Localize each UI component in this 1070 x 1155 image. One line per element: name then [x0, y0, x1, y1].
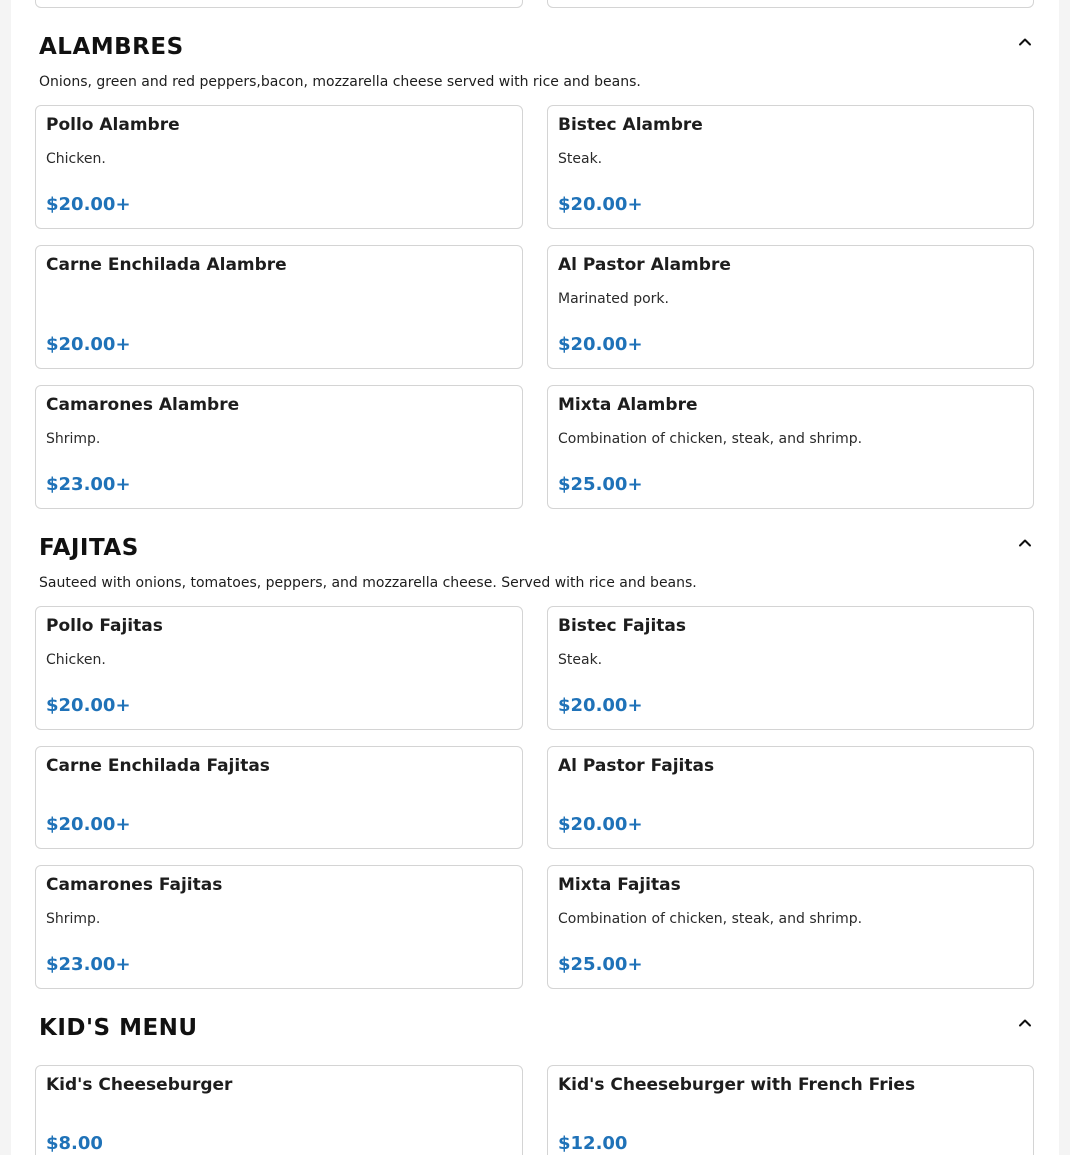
item-name: Bistec Alambre	[558, 115, 703, 135]
menu-item-card[interactable]	[35, 245, 523, 369]
menu-item-card[interactable]	[547, 385, 1034, 509]
item-description: Marinated pork.	[558, 291, 669, 307]
menu-item-card[interactable]	[35, 105, 523, 229]
menu-item-card[interactable]	[35, 606, 523, 730]
item-description: Combination of chicken, steak, and shrimp.	[558, 431, 863, 447]
item-price: $23.00+	[46, 954, 131, 975]
item-description: Chicken.	[46, 151, 106, 167]
item-name: Al Pastor Alambre	[558, 255, 731, 275]
item-name: Pollo Alambre	[46, 115, 180, 135]
menu-page	[11, 0, 1059, 1155]
item-name: Pollo Fajitas	[46, 616, 163, 636]
item-price: $20.00+	[558, 695, 643, 716]
menu-item-card[interactable]	[35, 746, 523, 849]
menu-item-card-partial[interactable]	[547, 0, 1034, 8]
menu-item-card[interactable]	[35, 865, 523, 989]
item-name: Carne Enchilada Fajitas	[46, 756, 270, 776]
item-price: $8.00	[46, 1133, 103, 1154]
menu-item-card[interactable]	[547, 245, 1034, 369]
menu-item-card[interactable]	[547, 865, 1034, 989]
menu-item-card[interactable]	[547, 105, 1034, 229]
item-name: Carne Enchilada Alambre	[46, 255, 287, 275]
item-price: $20.00+	[558, 334, 643, 355]
item-name: Mixta Fajitas	[558, 875, 681, 895]
item-price: $20.00+	[46, 334, 131, 355]
chevron-up-icon[interactable]	[1016, 33, 1034, 51]
chevron-up-icon[interactable]	[1016, 534, 1034, 552]
item-price: $20.00+	[46, 194, 131, 215]
section-description-alambres: Onions, green and red peppers,bacon, mozzarella cheese served with rice and beans.	[39, 74, 641, 90]
item-price: $20.00+	[558, 194, 643, 215]
item-name: Bistec Fajitas	[558, 616, 687, 636]
menu-item-card[interactable]	[547, 746, 1034, 849]
item-description: Shrimp.	[46, 431, 101, 447]
item-description: Steak.	[558, 151, 603, 167]
menu-item-card[interactable]	[35, 385, 523, 509]
item-description: Shrimp.	[46, 911, 101, 927]
item-description: Chicken.	[46, 652, 106, 668]
item-price: $25.00+	[558, 474, 643, 495]
section-title-kids-menu: KID'S MENU	[39, 1015, 198, 1041]
menu-item-card[interactable]	[35, 1065, 523, 1155]
item-price: $20.00+	[46, 695, 131, 716]
item-name: Al Pastor Fajitas	[558, 756, 715, 776]
section-title-alambres: ALAMBRES	[39, 34, 184, 60]
chevron-up-icon[interactable]	[1016, 1014, 1034, 1032]
item-name: Camarones Fajitas	[46, 875, 223, 895]
item-name: Kid's Cheeseburger with French Fries	[558, 1075, 916, 1095]
item-name: Mixta Alambre	[558, 395, 698, 415]
menu-item-card-partial[interactable]	[35, 0, 523, 8]
menu-item-card[interactable]	[547, 1065, 1034, 1155]
item-price: $20.00+	[558, 814, 643, 835]
item-name: Kid's Cheeseburger	[46, 1075, 233, 1095]
item-price: $25.00+	[558, 954, 643, 975]
item-price: $12.00	[558, 1133, 628, 1154]
item-description: Steak.	[558, 652, 603, 668]
item-name: Camarones Alambre	[46, 395, 240, 415]
item-description: Combination of chicken, steak, and shrimp.	[558, 911, 863, 927]
item-price: $23.00+	[46, 474, 131, 495]
menu-item-card[interactable]	[547, 606, 1034, 730]
item-price: $20.00+	[46, 814, 131, 835]
section-description-fajitas: Sauteed with onions, tomatoes, peppers, and mozzarella cheese. Served with rice and beans.	[39, 575, 697, 591]
section-title-fajitas: FAJITAS	[39, 535, 139, 561]
